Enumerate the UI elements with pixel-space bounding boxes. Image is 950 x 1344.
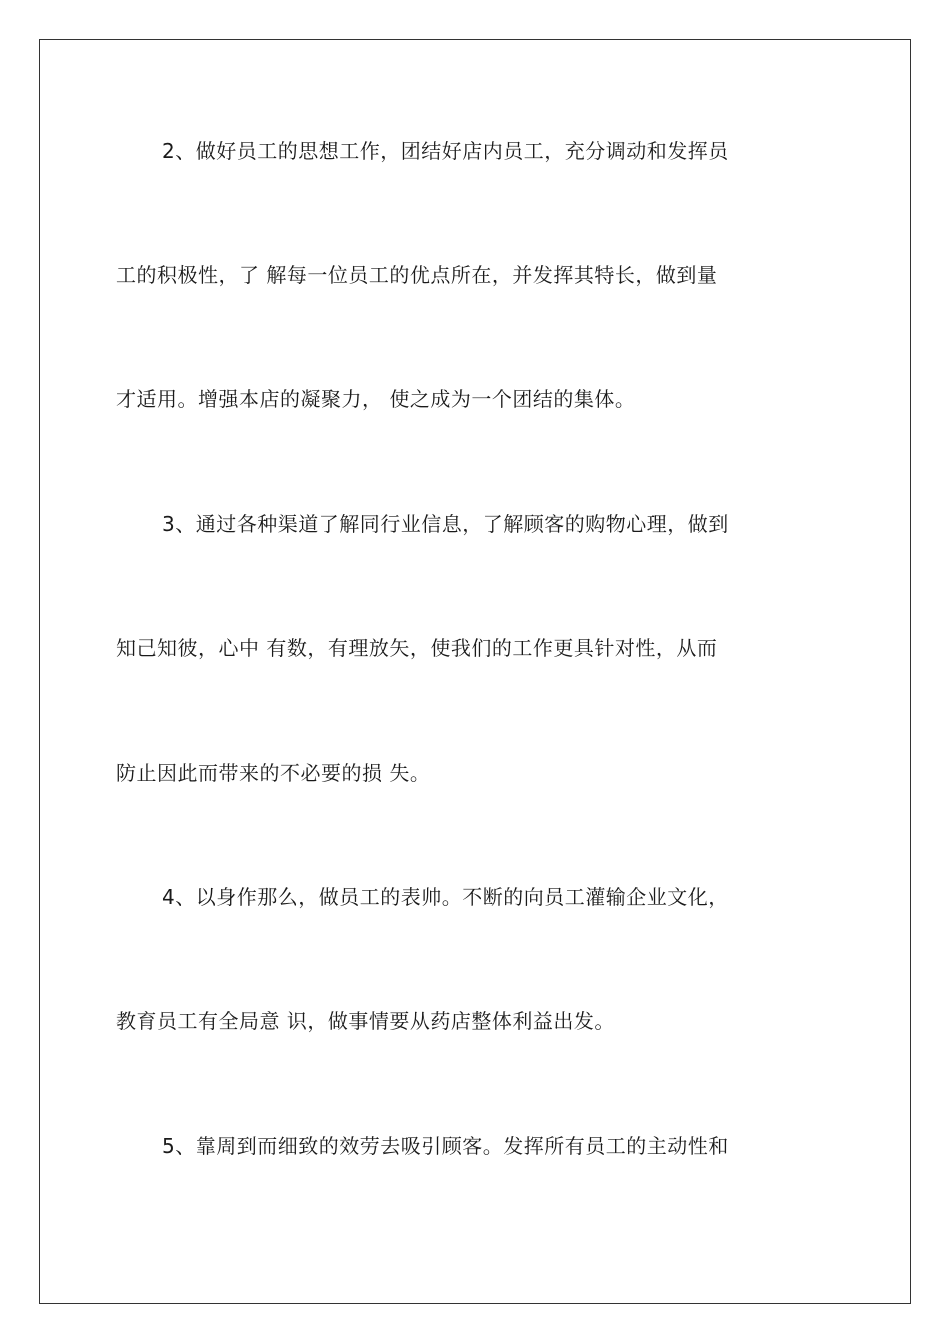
paragraph-2-line-1: 2、做好员工的思想工作，团结好店内员工，充分调动和发挥员	[162, 139, 729, 163]
paragraph-5-line-1: 5、靠周到而细致的效劳去吸引顾客。发挥所有员工的主动性和	[162, 1134, 729, 1158]
paragraph-3-line-3: 防止因此而带来的不必要的损 失。	[116, 761, 431, 785]
paragraph-3-line-1: 3、通过各种渠道了解同行业信息，了解顾客的购物心理，做到	[162, 512, 729, 536]
paragraph-2-line-2: 工的积极性，了 解每一位员工的优点所在，并发挥其特长，做到量	[116, 263, 718, 287]
paragraph-4-line-2: 教育员工有全局意 识，做事情要从药店整体利益出发。	[116, 1009, 615, 1033]
paragraph-4-line-1: 4、以身作那么，做员工的表帅。不断的向员工灌输企业文化，	[162, 885, 729, 909]
paragraph-2-line-3: 才适用。增强本店的凝聚力， 使之成为一个团结的集体。	[116, 387, 636, 411]
page-border	[39, 39, 911, 1304]
paragraph-3-line-2: 知己知彼，心中 有数，有理放矢，使我们的工作更具针对性，从而	[116, 636, 718, 660]
